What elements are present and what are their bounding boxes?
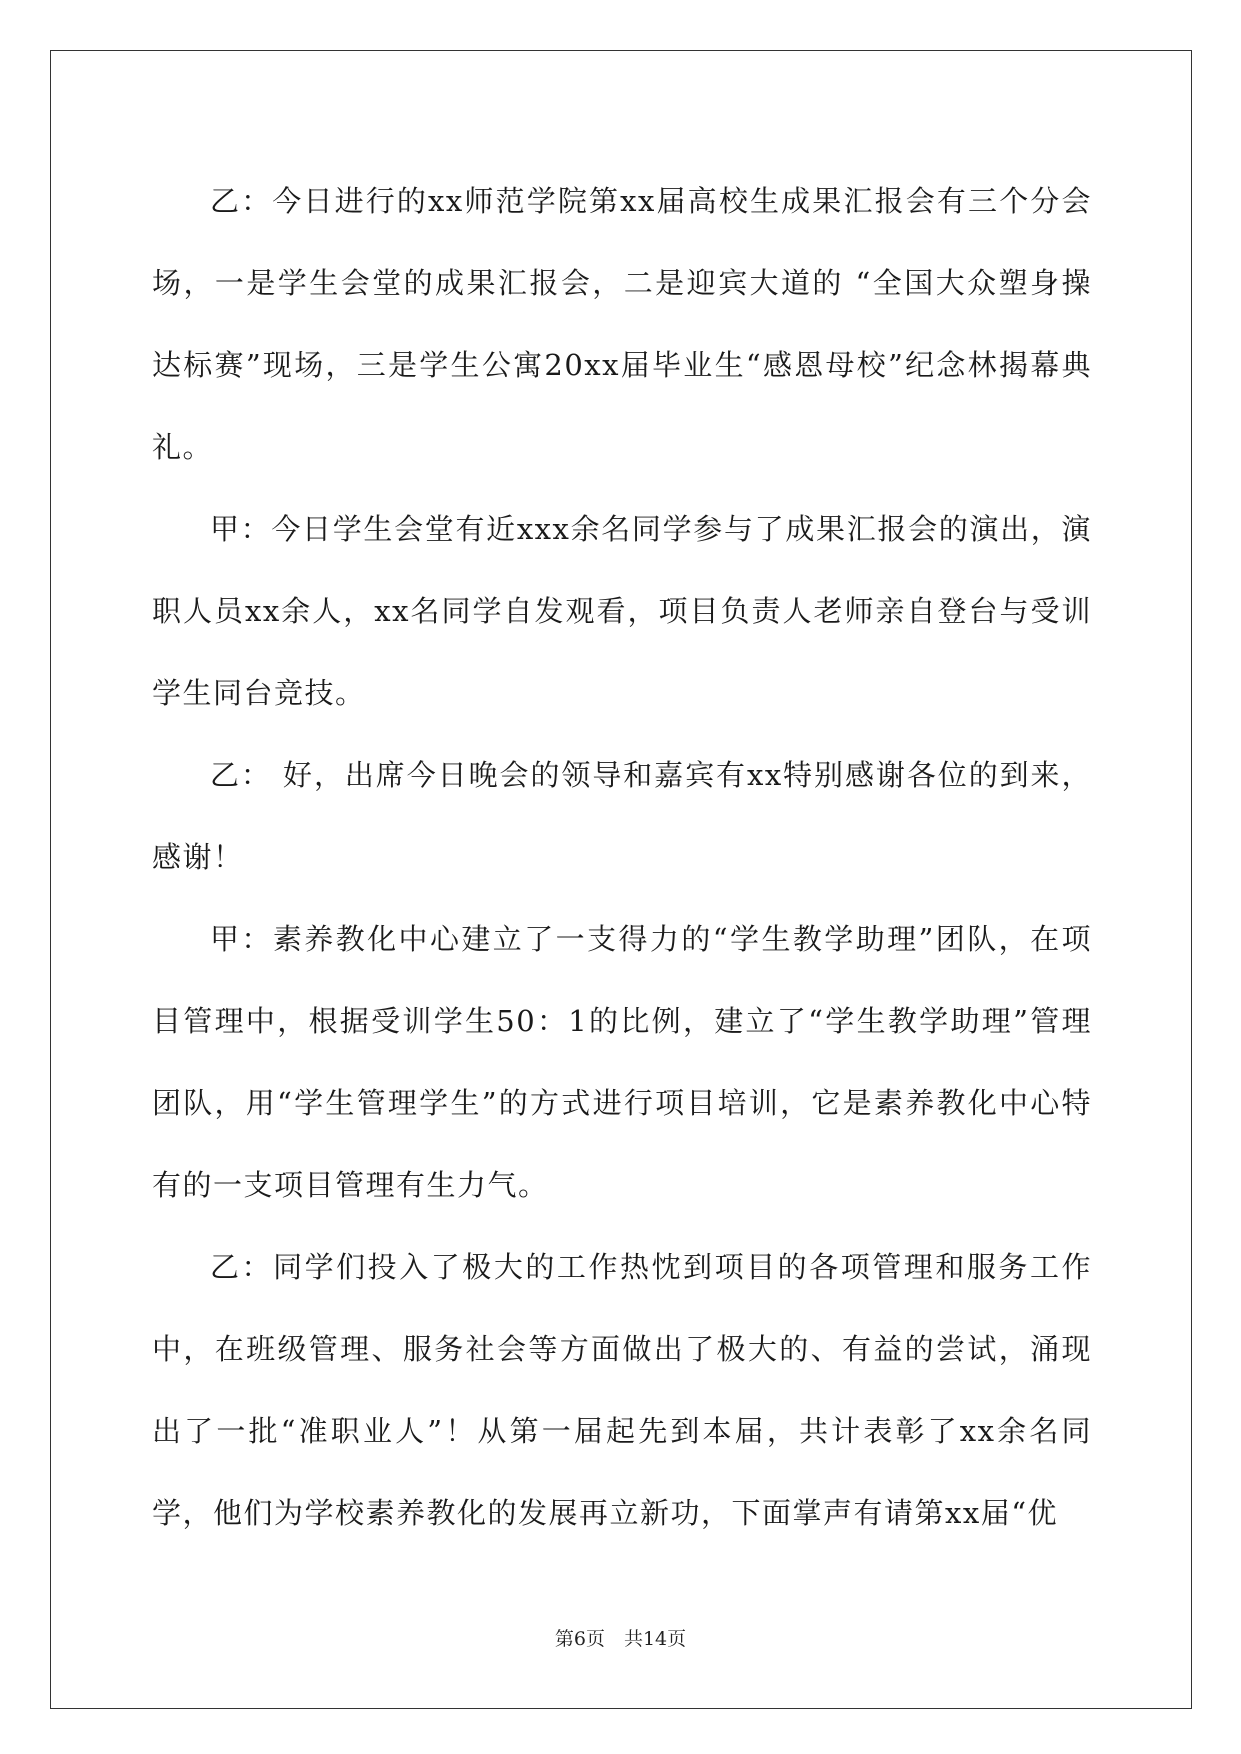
paragraph: 乙： 好，出席今日晚会的领导和嘉宾有xx特别感谢各位的到来，感谢！ bbox=[152, 758, 1092, 874]
document-body bbox=[152, 160, 1092, 1554]
paragraph: 乙：同学们投入了极大的工作热忱到项目的各项管理和服务工作中，在班级管理、服务社会等方面做出了极大的、有益的尝试，涌现出了一批“准职业人”！从第一届起先到本届，共计表彰了xx余名同学，他们为学校素养教化的发展再立新功，下面掌声有请第xx届“优 bbox=[152, 1250, 1092, 1530]
paragraph: 乙：今日进行的xx师范学院第xx届高校生成果汇报会有三个分会场，一是学生会堂的成果汇报会，二是迎宾大道的 “全国大众塑身操达标赛”现场，三是学生公寓20xx届毕业生“感恩母校”纪念林揭幕典礼。 bbox=[152, 184, 1092, 464]
page-number-footer: 第6页 共14页 bbox=[554, 1628, 687, 1650]
paragraph: 甲：今日学生会堂有近xxx余名同学参与了成果汇报会的演出，演职人员xx余人，xx名同学自发观看，项目负责人老师亲自登台与受训学生同台竞技。 bbox=[152, 512, 1092, 710]
paragraph: 甲：素养教化中心建立了一支得力的“学生教学助理”团队，在项目管理中，根据受训学生50：1的比例，建立了“学生教学助理”管理团队，用“学生管理学生”的方式进行项目培训，它是素养教化中心特有的一支项目管理有生力气。 bbox=[152, 922, 1092, 1202]
